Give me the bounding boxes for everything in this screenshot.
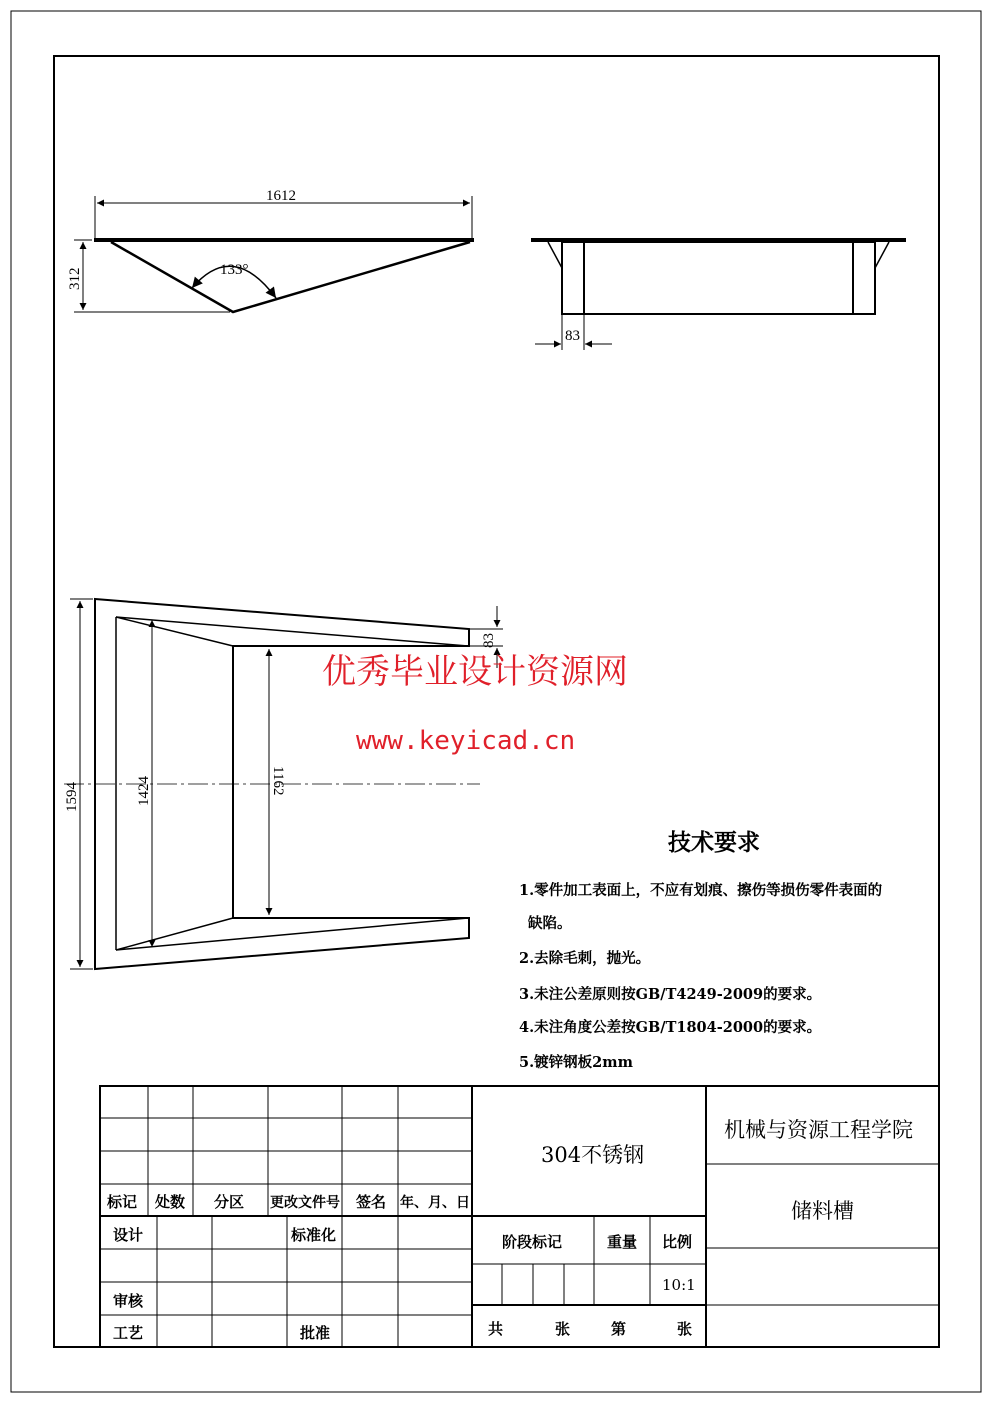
- review-label: 审核: [113, 1292, 144, 1310]
- top-view: [67, 188, 474, 312]
- revision-header: 处数: [155, 1193, 186, 1211]
- outer-width-dimension: 1594: [64, 782, 80, 812]
- middle-width-dimension: 1424: [136, 776, 152, 806]
- tech-requirement-line: 2.去除毛刺，抛光。: [519, 950, 651, 967]
- stage-mark-label: 阶段标记: [502, 1233, 563, 1251]
- tech-requirement-line: 5.镀锌钢板2mm: [519, 1054, 633, 1071]
- flange-dimension: 83: [565, 328, 580, 344]
- title-block: [100, 1086, 939, 1347]
- sheet-frame: [54, 56, 939, 1347]
- inner-width-dimension: 1162: [270, 766, 286, 796]
- revision-header: 年、月、日: [400, 1195, 470, 1211]
- approve-label: 批准: [300, 1324, 331, 1342]
- revision-header: 标记: [107, 1193, 138, 1211]
- sheet-outer-border: [11, 11, 981, 1392]
- tech-requirement-line: 1.零件加工表面上，不应有划痕、擦伤等损伤零件表面的: [519, 882, 883, 899]
- depth-dimension: 312: [67, 267, 83, 290]
- scale-label: 比例: [662, 1233, 693, 1251]
- part-name: 储料槽: [791, 1199, 854, 1223]
- watermark-site-name: 优秀毕业设计资源网: [322, 652, 628, 692]
- plan-flange-dimension: 83: [481, 633, 497, 648]
- tech-requirement-line: 4.未注角度公差按GB/T1804-2000的要求。: [519, 1019, 822, 1036]
- scale-value: 10:1: [662, 1276, 696, 1294]
- revision-header: 更改文件号: [270, 1195, 340, 1211]
- length-dimension: 1612: [266, 188, 296, 204]
- sheet-index-label: 第: [611, 1320, 627, 1338]
- angle-dimension: 133°: [220, 262, 249, 278]
- revision-header: 签名: [356, 1193, 387, 1211]
- tech-requirement-line: 缺陷。: [528, 915, 572, 932]
- design-label: 设计: [113, 1226, 144, 1244]
- standardization-label: 标准化: [291, 1226, 337, 1244]
- sheet-unit-label: 张: [555, 1320, 571, 1338]
- process-label: 工艺: [113, 1324, 144, 1342]
- material-text: 304不锈钢: [541, 1143, 645, 1167]
- watermark-url: www.keyicad.cn: [356, 726, 576, 756]
- side-view: [531, 240, 906, 350]
- revision-header: 分区: [214, 1193, 245, 1211]
- tech-requirement-line: 3.未注公差原则按GB/T4249-2009的要求。: [519, 986, 822, 1003]
- sheet-unit-label: 张: [677, 1320, 693, 1338]
- tech-requirements-title: 技术要求: [668, 829, 760, 856]
- institution-name: 机械与资源工程学院: [724, 1118, 913, 1142]
- tech-requirements: [519, 829, 883, 1071]
- weight-label: 重量: [607, 1233, 638, 1251]
- total-sheets-label: 共: [488, 1320, 504, 1338]
